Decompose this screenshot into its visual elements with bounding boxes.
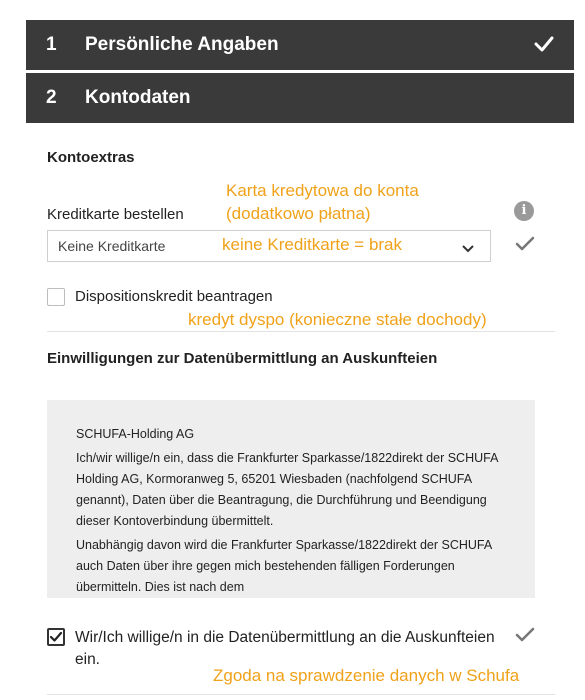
annotation-no-card: keine Kreditkarte = brak (222, 235, 403, 254)
annotation-overdraft: kredyt dyspo (konieczne stałe dochody) (188, 310, 487, 329)
annotation-schufa: Zgoda na sprawdzenie danych w Schufa (213, 666, 520, 685)
credit-card-label: Kreditkarte bestellen (47, 206, 184, 223)
checkmark-icon (49, 630, 63, 644)
section-title-kontoextras: Kontoextras (47, 149, 135, 166)
consent-agree-label: Wir/Ich willige/n in die Datenübermittlung an die Auskunfteien ein. (75, 629, 495, 668)
consent-heading: SCHUFA-Holding AG (76, 427, 195, 441)
consent-checkbox[interactable] (47, 628, 65, 646)
step-number: 2 (46, 87, 57, 108)
overdraft-checkbox[interactable] (47, 288, 65, 306)
select-value: Keine Kreditkarte (58, 238, 166, 254)
step-1-header[interactable] (26, 20, 574, 70)
consent-paragraph-1: Ich/wir willige/n ein, dass die Frankfurter Sparkasse/1822direkt der SCHUFA Holding AG, Kormoranweg 5, 65201 Wiesbaden (nachfolgend SCHUFA genannt), Daten über die Beantragung, die Durchführung und Beendigung dieser Kontoverbindung übermittelt. (76, 451, 498, 528)
section-title-consents: Einwilligungen zur Datenübermittlung an Auskunfteien (47, 350, 438, 367)
schufa-consent-text[interactable] (47, 400, 535, 598)
chevron-down-icon (462, 241, 474, 259)
step-title: Persönliche Angaben (85, 34, 279, 55)
checkmark-icon (515, 235, 535, 258)
step-2-header[interactable] (26, 73, 574, 123)
annotation-credit-card-line1: Karta kredytowa do konta (226, 181, 419, 200)
overdraft-label: Dispositionskredit beantragen (75, 288, 273, 305)
checkmark-icon (534, 34, 554, 60)
info-icon[interactable]: i (514, 201, 534, 221)
annotation-credit-card-line2: (dodatkowo płatna) (226, 204, 371, 223)
consent-paragraph-2: Unabhängig davon wird die Frankfurter Sparkasse/1822direkt der SCHUFA auch Daten über ihre gegen mich bestehenden fälligen Forderungen übermitteln. Dies ist nach dem (76, 538, 492, 594)
step-number: 1 (46, 34, 57, 55)
checkmark-icon (515, 626, 535, 649)
divider (47, 694, 555, 695)
step-title: Kontodaten (85, 87, 191, 108)
divider (47, 331, 555, 332)
